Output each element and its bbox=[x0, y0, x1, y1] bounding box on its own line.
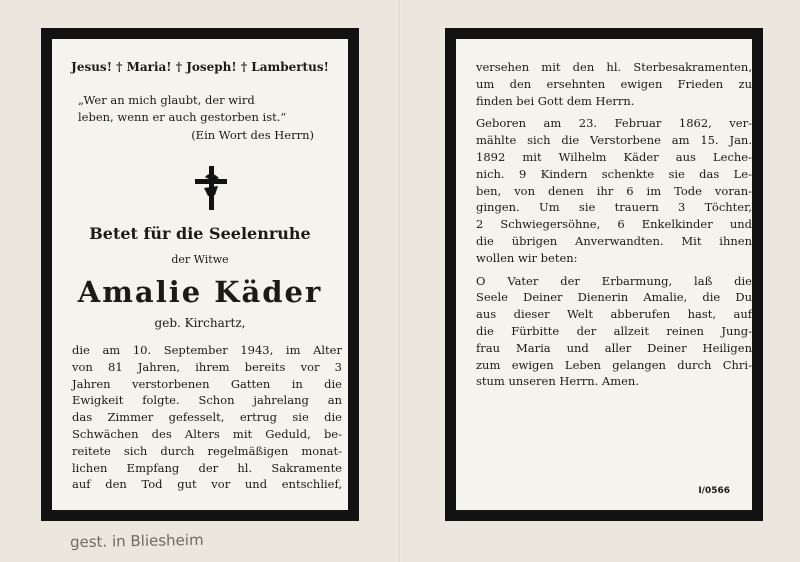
deceased-name: Amalie Käder bbox=[77, 275, 323, 309]
text-line: das Zimmer gefesselt, ertrug sie die bbox=[72, 410, 342, 425]
text-line: um den ersehnten ewigen Frieden zu bbox=[476, 76, 752, 91]
text-line: lichen Empfang der hl. Sakramente bbox=[72, 460, 342, 475]
text-line: ben, von denen ihr 6 im Tode voran- bbox=[476, 183, 752, 198]
prayer-line: aus dieser Welt abberufen hast, auf bbox=[476, 307, 752, 322]
prayer-line: zum ewigen Leben gelangen durch Chri- bbox=[476, 357, 752, 372]
cross-icon bbox=[191, 164, 231, 212]
text-line: nich. 9 Kindern schenkte sie das Le- bbox=[476, 166, 752, 181]
quote-line: „Wer an mich glaubt, der wird bbox=[78, 93, 255, 107]
left-panel bbox=[41, 28, 359, 521]
quote-source: (Ein Wort des Herrn) bbox=[191, 128, 314, 142]
prayer-line: die Fürbitte der allzeit reinen Jung- bbox=[476, 323, 752, 338]
text-line: reitete sich durch regelmäßigen monat- bbox=[72, 443, 342, 458]
text-line: die übrigen Anverwandten. Mit ihnen bbox=[476, 233, 752, 248]
text-line: Schwächen des Alters mit Geduld, be- bbox=[72, 426, 342, 441]
text-line: Geboren am 23. Februar 1862, ver- bbox=[476, 116, 752, 131]
text-line: mählte sich die Verstorbene am 15. Jan. bbox=[476, 133, 752, 148]
quote-line: leben, wenn er auch gestorben ist.“ bbox=[78, 109, 287, 124]
text-line: wollen wir beten: bbox=[476, 250, 578, 265]
handwritten-note: gest. in Bliesheim bbox=[69, 530, 204, 552]
text-line: finden bei Gott dem Herrn. bbox=[476, 93, 635, 108]
widow-label: der Witwe bbox=[171, 253, 229, 266]
prayer-line: Seele Deiner Dienerin Amalie, die Du bbox=[476, 290, 752, 305]
prayer-line: O Vater der Erbarmung, laß die bbox=[476, 273, 752, 288]
text-line: von 81 Jahren, ihrem bereits vor 3 bbox=[72, 359, 342, 374]
card-fold bbox=[399, 0, 401, 562]
text-line: auf den Tod gut vor und entschlief, bbox=[72, 477, 342, 492]
text-line: gingen. Um sie trauern 3 Töchter, bbox=[476, 200, 752, 215]
text-line: 1892 mit Wilhelm Käder aus Leche- bbox=[476, 149, 752, 164]
print-reference: I/0566 bbox=[698, 486, 730, 496]
text-line: versehen mit den hl. Sterbesakramenten, bbox=[476, 60, 752, 74]
text-line: 2 Schwiegersöhne, 6 Enkelkinder und bbox=[476, 217, 752, 232]
prayer-heading: Betet für die Seelenruhe bbox=[89, 224, 311, 243]
obituary-continuation bbox=[476, 59, 752, 390]
bible-quote bbox=[78, 92, 334, 126]
text-line: Ewigkeit folgte. Schon jahrelang an bbox=[72, 393, 342, 408]
text-line: die am 10. September 1943, im Alter bbox=[72, 343, 342, 357]
saints-invocation: Jesus! † Maria! † Joseph! † Lambertus! bbox=[71, 60, 329, 74]
prayer-line: stum unseren Herrn. Amen. bbox=[476, 374, 639, 389]
maiden-name: geb. Kirchartz, bbox=[154, 316, 246, 330]
obituary-text bbox=[72, 342, 342, 493]
text-line: Jahren verstorbenen Gatten in die bbox=[72, 376, 342, 391]
right-panel bbox=[445, 28, 763, 521]
prayer-line: frau Maria und aller Deiner Heiligen bbox=[476, 340, 752, 355]
